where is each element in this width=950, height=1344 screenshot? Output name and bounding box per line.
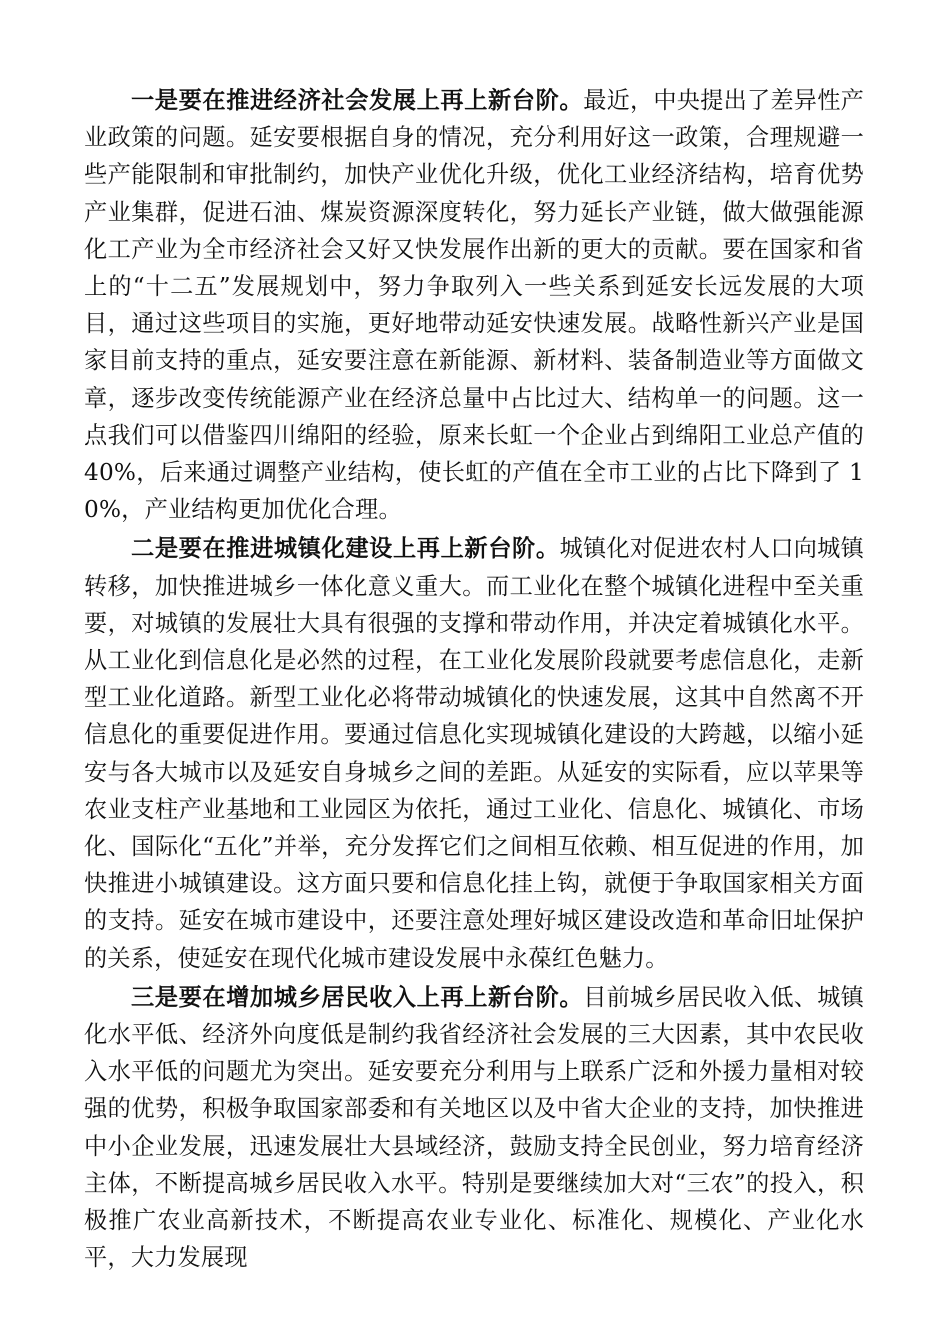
paragraph-lead-heading-one: 一是要在推进经济社会发展上再上新台阶。 [131, 87, 584, 114]
paragraph-section-three [84, 979, 864, 1277]
paragraph-section-two [84, 530, 864, 976]
document-body [84, 82, 864, 1277]
paragraph-lead-heading-three: 三是要在增加城乡居民收入上再上新台阶。 [131, 983, 584, 1011]
paragraph-lead-heading-two: 二是要在推进城镇化建设上再上新台阶。 [131, 535, 560, 563]
paragraph-text-one: 最近，中央提出了差异性产业政策的问题。延安要根据自身的情况，充分利用好这一政策，合理规避一些产能限制和审批制约，加快产业优化升级，优化工业经济结构，培育优势产业集群，促进石油、煤炭资源深度转化，努力延长产业链，做大做强能源化工产业为全市经济社会又好又快发展作出新的更大的贡献。要在国家和省上的“十二五”发展规划中，努力争取列入一些关系到延安长远发展的大项目，通过这些项目的实施，更好地带动延安快速发展。战略性新兴产业是国家目前支持的重点，延安要注意在新能源、新材料、装备制造业等方面做文章，逐步改变传统能源产业在经济总量中占比过大、结构单一的问题。这一点我们可以借鉴四川绵阳的经验，原来长虹一个企业占到绵阳工业总产值的 40%，后来通过调整产业结构，使长虹的产值在全市工业的占比下降到了 10%，产业结构更加优化合理。 [84, 87, 864, 524]
paragraph-section-one [84, 82, 864, 528]
paragraph-text-three: 目前城乡居民收入低、城镇化水平低、经济外向度低是制约我省经济社会发展的三大因素，其中农民收入水平低的问题尤为突出。延安要充分利用与上联系广泛和外援力量相对较强的优势，积极争取国家部委和有关地区以及中省大企业的支持，加快推进中小企业发展，迅速发展壮大县域经济，鼓励支持全民创业，努力培育经济主体，不断提高城乡居民收入水平。特别是要继续加大对“三农”的投入，积极推广农业高新技术，不断提高农业专业化、标准化、规模化、产业化水平，大力发展现 [84, 983, 864, 1272]
paragraph-text-two: 城镇化对促进农村人口向城镇转移，加快推进城乡一体化意义重大。而工业化在整个城镇化进程中至关重要，对城镇的发展壮大具有很强的支撑和带动作用，并决定着城镇化水平。从工业化到信息化是必然的过程，在工业化发展阶段就要考虑信息化，走新型工业化道路。新型工业化必将带动城镇化的快速发展，这其中自然离不开信息化的重要促进作用。要通过信息化实现城镇化建设的大跨越，以缩小延安与各大城市以及延安自身城乡之间的差距。从延安的实际看，应以苹果等农业支柱产业基地和工业园区为依托，通过工业化、信息化、城镇化、市场化、国际化“五化”并举，充分发挥它们之间相互依赖、相互促进的作用，加快推进小城镇建设。这方面只要和信息化挂上钩，就便于争取国家相关方面的支持。延安在城市建设中，还要注意处理好城区建设改造和革命旧址保护的关系，使延安在现代化城市建设发展中永葆红色魅力。 [84, 535, 864, 972]
